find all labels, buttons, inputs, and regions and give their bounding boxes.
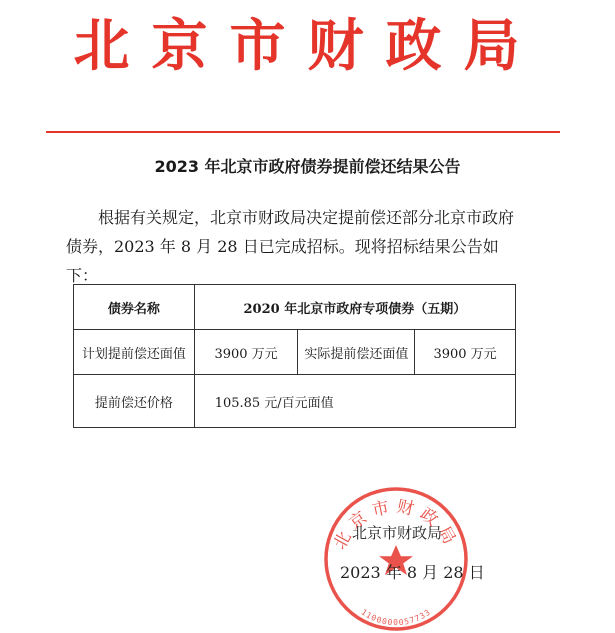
table-row (74, 285, 516, 330)
seal-arc-text: 北京市财政局 (330, 496, 462, 553)
masthead-title: 北京市财政局 (73, 13, 542, 79)
redemption-price-value: 105.85 元/百元面值 (194, 375, 515, 428)
document-title: 2023 年北京市政府债券提前偿还结果公告 (154, 157, 461, 176)
signature-issuer: 北京市财政局 (352, 524, 443, 542)
body-paragraph: 根据有关规定，北京市财政局决定提前偿还部分北京市政府债券，2023 年 8 月 28 日已完成招标。现将招标结果公告如下： (66, 208, 515, 285)
actual-redemption-label: 实际提前偿还面值 (298, 330, 415, 375)
actual-redemption-value: 3900 万元 (415, 330, 516, 375)
signature-date: 2023 年 8 月 28 日 (340, 563, 485, 582)
planned-redemption-value: 3900 万元 (194, 330, 298, 375)
official-seal (322, 485, 470, 633)
bond-name-label: 债券名称 (74, 285, 195, 330)
seal-number: 1100000057733 (359, 607, 433, 628)
planned-redemption-label: 计划提前偿还面值 (74, 330, 195, 375)
table-row (74, 375, 516, 428)
bond-table (73, 284, 516, 428)
redemption-price-label: 提前偿还价格 (74, 375, 195, 428)
masthead-divider (46, 131, 560, 133)
bond-name-value: 2020 年北京市政府专项债券（五期） (194, 285, 515, 330)
table-row (74, 330, 516, 375)
